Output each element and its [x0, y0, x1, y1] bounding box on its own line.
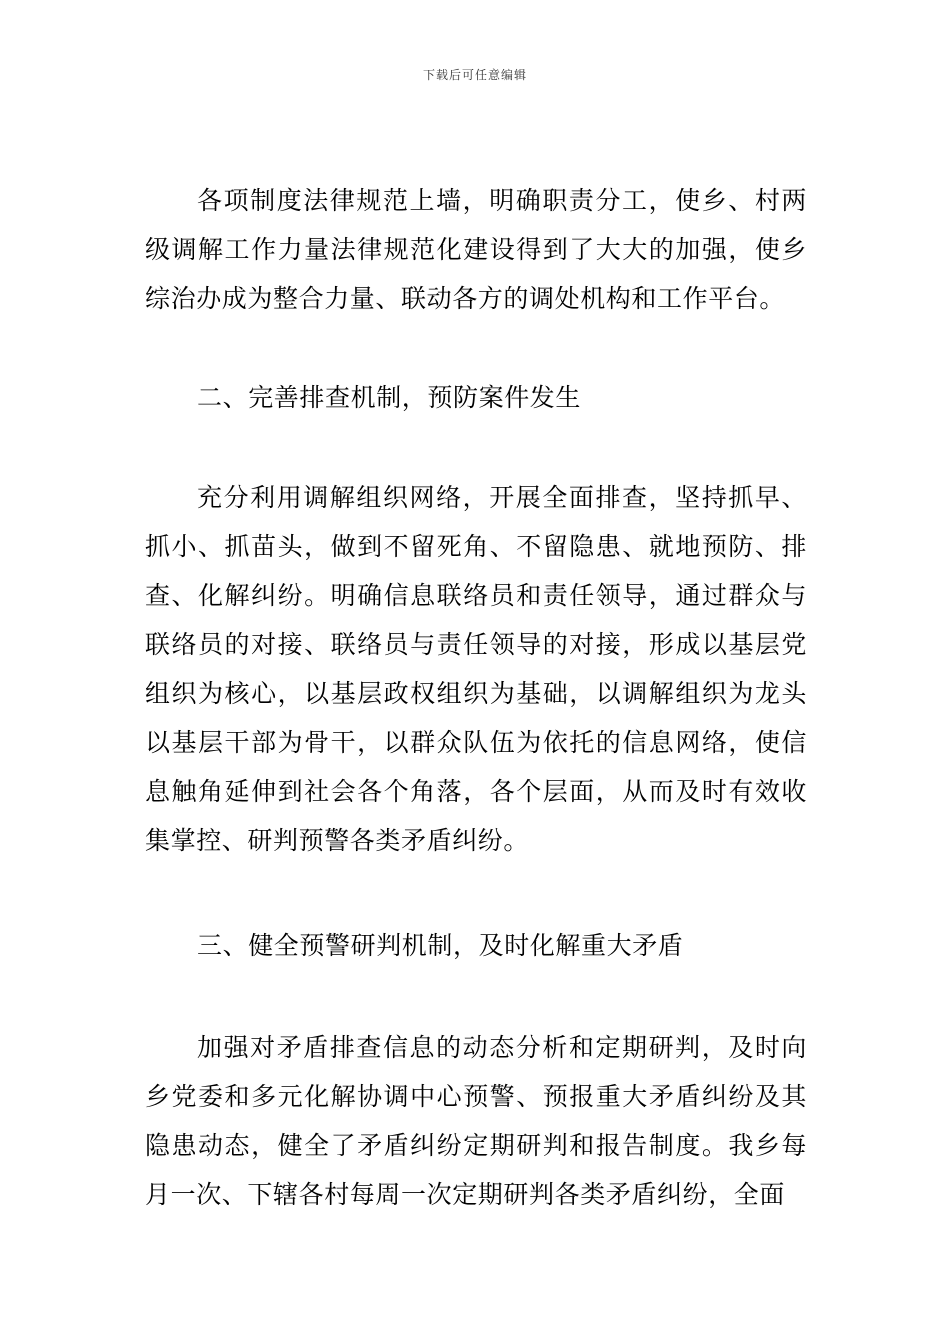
header-note: 下载后可任意编辑 [422, 68, 527, 82]
paragraph-3: 加强对矛盾排查信息的动态分析和定期研判，及时向乡党委和多元化解协调中心预警、预报重大矛盾纠纷及其隐患动态，健全了矛盾纠纷定期研判和报告制度。我乡每月一次、下辖各村每周一次定期研判各类矛盾纠纷，全面 [145, 1033, 807, 1209]
section-heading-2: 二、完善排查机制，预防案件发生 [197, 383, 582, 412]
paragraph-1: 各项制度法律规范上墙，明确职责分工，使乡、村两级调解工作力量法律规范化建设得到了大大的加强，使乡综治办成为整合力量、联动各方的调处机构和工作平台。 [145, 186, 807, 313]
section-heading-3: 三、健全预警研判机制，及时化解重大矛盾 [197, 931, 684, 960]
paragraph-2: 充分利用调解组织网络，开展全面排查，坚持抓早、抓小、抓苗头，做到不留死角、不留隐患、就地预防、排查、化解纠纷。明确信息联络员和责任领导，通过群众与联络员的对接、联络员与责任领导的对接，形成以基层党组织为核心，以基层政权组织为基础，以调解组织为龙头以基层干部为骨干，以群众队伍为依托的信息网络，使信息触角延伸到社会各个角落，各个层面，从而及时有效收集掌控、研判预警各类矛盾纠纷。 [145, 483, 807, 855]
